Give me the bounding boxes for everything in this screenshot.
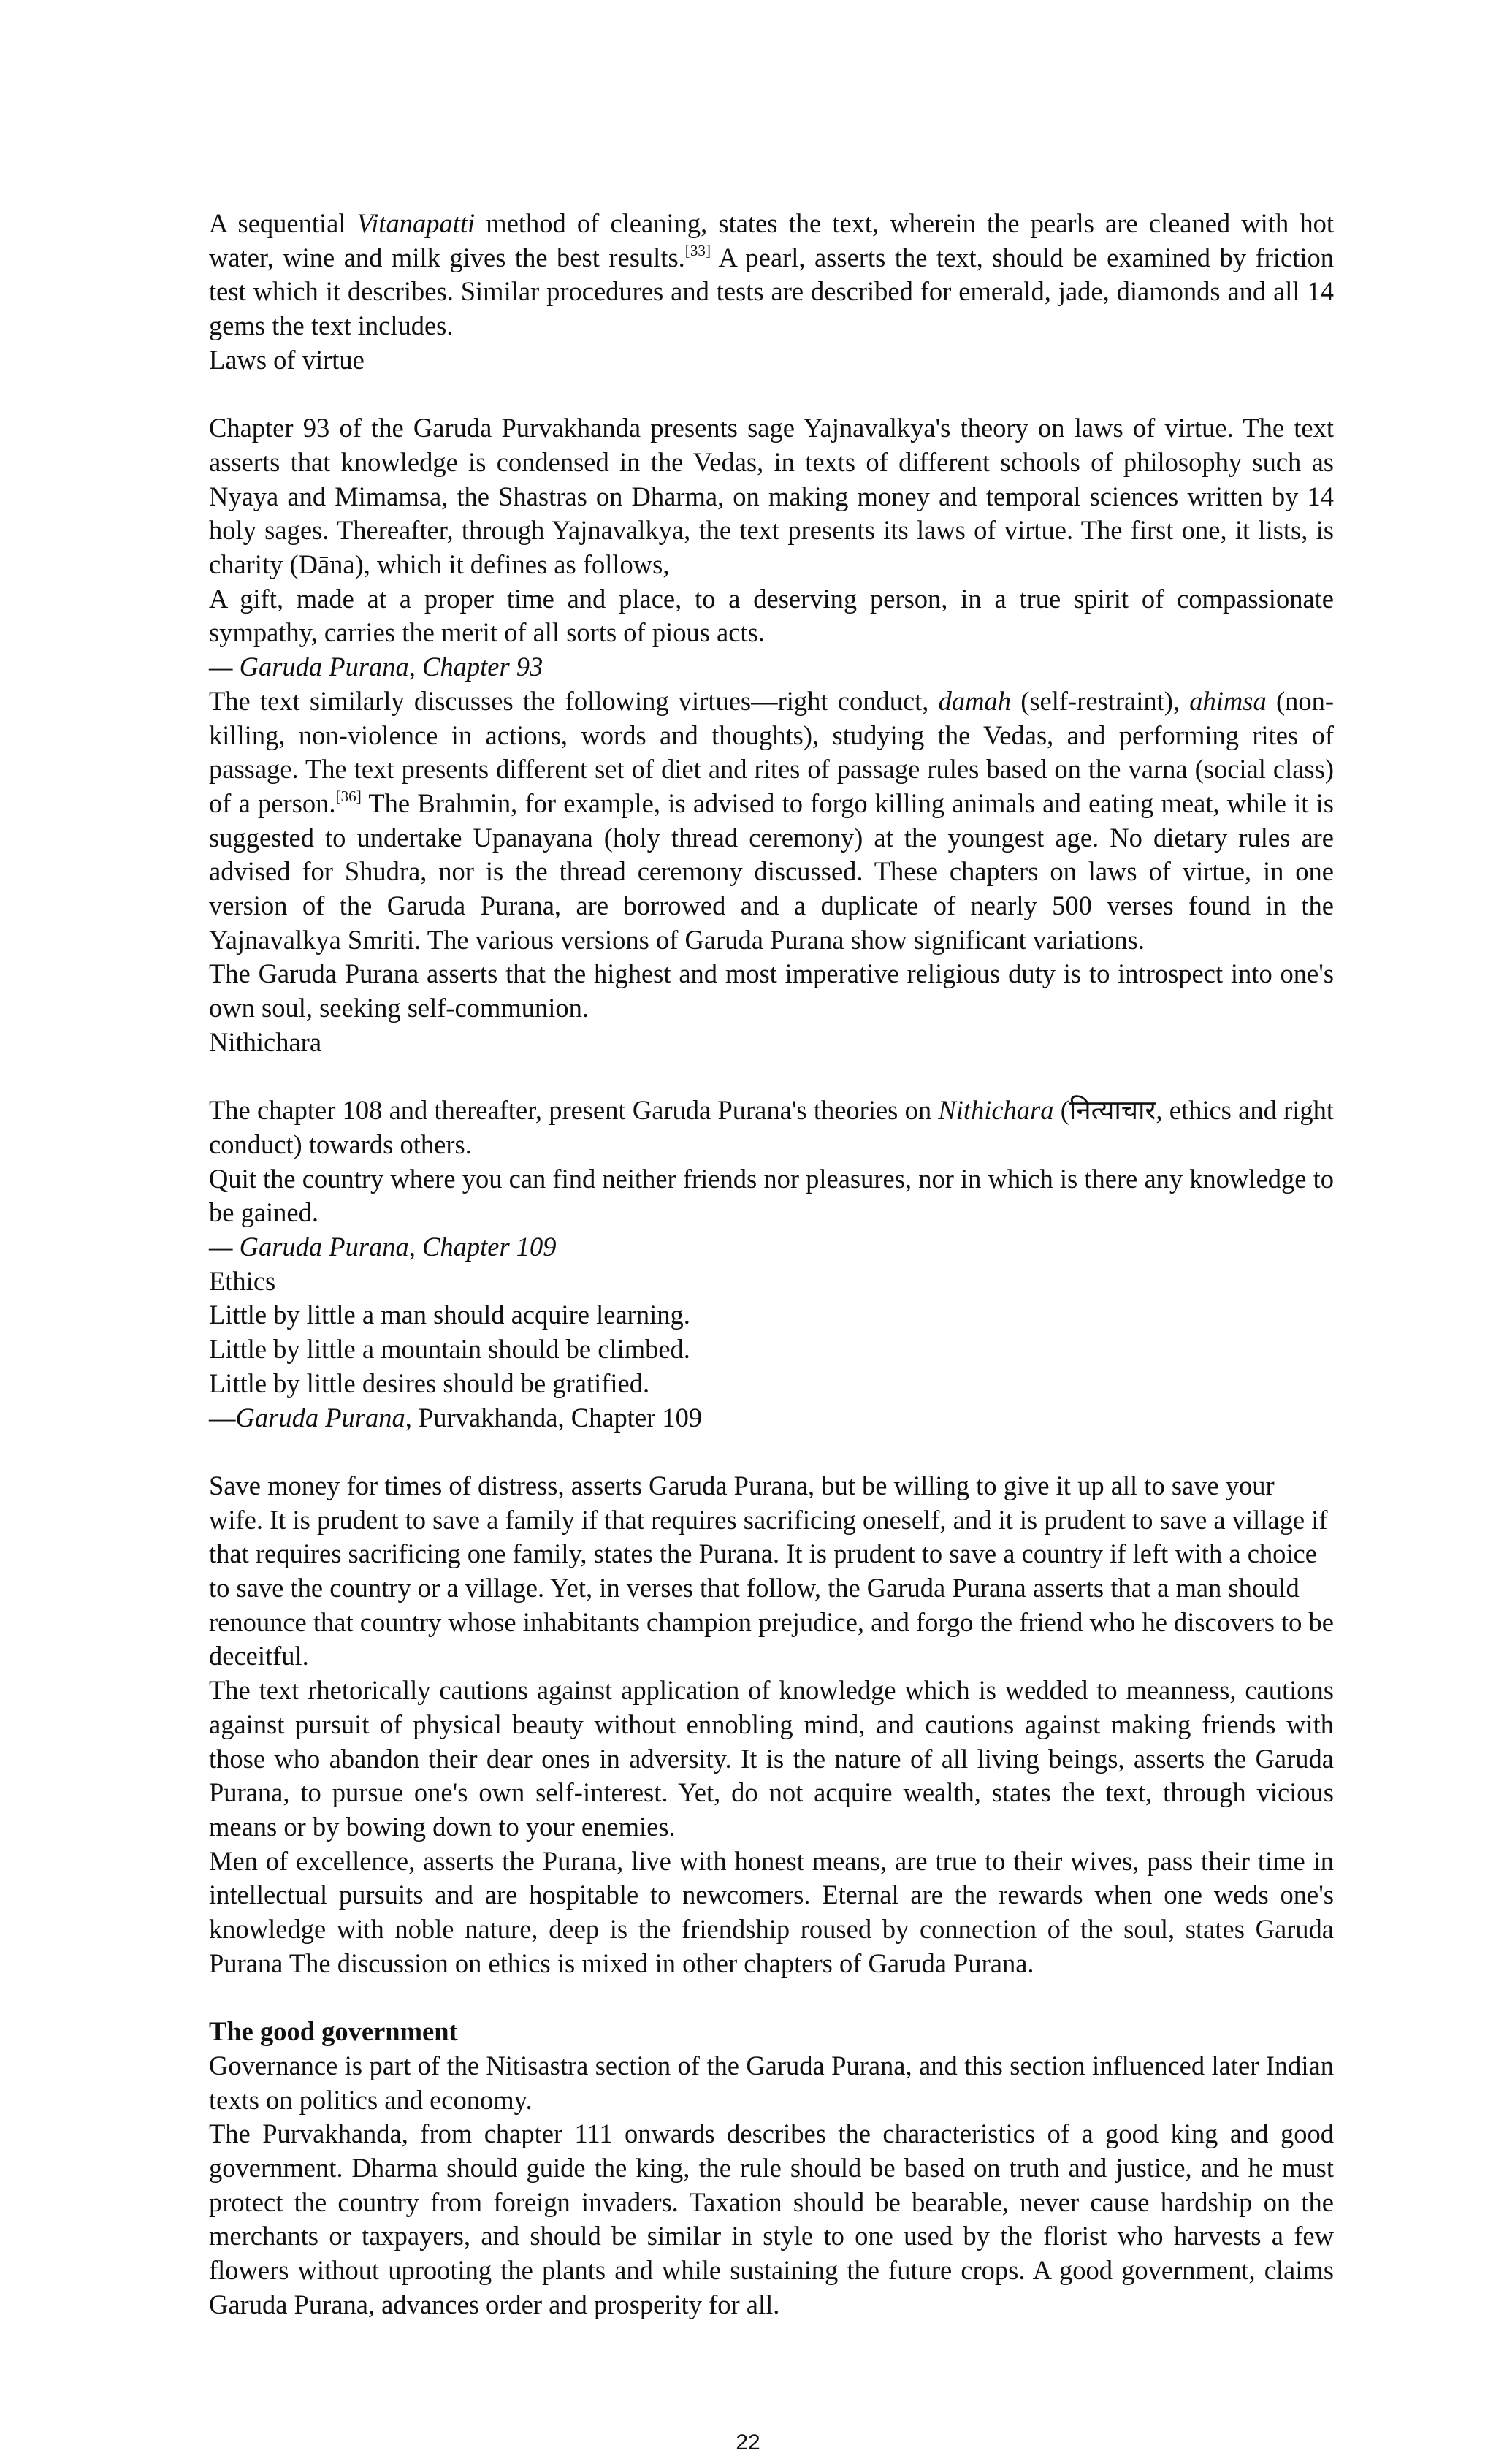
text-run: The Brahmin, for example, is advised to forgo killing animals and eating meat, while it is suggested to undertake Upanayana (holy thread ceremony) at the youngest age. No dietary rules are advised for Shudra, nor is the thread ceremony discussed. These chapters on laws of virtue, in one version of the Garuda Purana, are borrowed and a duplicate of nearly 500 verses found in the Yajnavalkya Smriti. The various versions of Garuda Purana show significant variations. — [209, 787, 1334, 955]
italic-term: damah — [938, 685, 1011, 716]
verse-line: Little by little a mountain should be climbed. — [209, 1334, 690, 1365]
paragraph-cautions: The text rhetorically cautions against application of knowledge which is wedded to meanness, cautions against pursuit of physical beauty without ennobling mind, and cautions against making friends with those who abandon their dear ones in adversity. It is the nature of all living beings, asserts the Garuda Purana, to pursue one's own self-interest. Yet, do not acquire wealth, states the text, through vicious means or by bowing down to your enemies. — [209, 1675, 1334, 1842]
blank-line — [209, 378, 1334, 412]
text-run: A pearl, asserts the text, should be examined by friction test which it describes. Similar procedures and tests are described for emerald, jade, diamonds and all 14 gems the text includes. — [209, 242, 1334, 341]
quote-attribution — [209, 650, 1334, 684]
verse-line: Little by little desires should be gratified. — [209, 1368, 650, 1398]
text-run: A sequential — [209, 208, 357, 238]
blank-line — [209, 1981, 1334, 2015]
paragraph-nithichara — [209, 1094, 1334, 1162]
text-run: — — [209, 1402, 236, 1433]
paragraph-men-of-excellence: Men of excellence, asserts the Purana, live with honest means, are true to their wives, pass their time in intellectual pursuits and are hospitable to newcomers. Eternal are the rewards when one weds one's knowledge with noble nature, deep is the friendship roused by connection of the soul, states Garuda Purana The discussion on ethics is mixed in other chapters of Garuda Purana. — [209, 1845, 1334, 1978]
text-run: The text similarly discusses the following virtues—right conduct, — [209, 685, 939, 716]
paragraph-good-king: The Purvakhanda, from chapter 111 onwards describes the characteristics of a good king and good government. Dharma should guide the king, the rule should be based on truth and justice, and he must protect the country from foreign invaders. Taxation should be bearable, never cause hardship on the merchants or taxpayers, and should be similar in style to one used by the florist who harvests a few flowers without uprooting the plants and while sustaining the future crops. A good government, claims Garuda Purana, advances order and prosperity for all. — [209, 2118, 1334, 2319]
quote-quit-country: Quit the country where you can find neither friends nor pleasures, nor in which is there any knowledge to be gained. — [209, 1163, 1334, 1228]
text-run: , Purvakhanda, Chapter 109 — [405, 1402, 703, 1433]
italic-citation: — Garuda Purana, Chapter 109 — [209, 1232, 557, 1262]
paragraph-save-money: Save money for times of distress, asserts Garuda Purana, but be willing to give it up all to save your wife. It is prudent to save a family if that requires sacrificing oneself, and it is prudent to save a village if that requires sacrificing one family, states the Purana. It is prudent to save a country if left with a choice to save the country or a village. Yet, in verses that follow, the Garuda Purana asserts that a man should renounce that country whose inhabitants champion prejudice, and forgo the friend who he discovers to be deceitful. — [209, 1470, 1334, 1671]
blank-line — [209, 1060, 1334, 1094]
text-run: (self-restraint), — [1011, 685, 1190, 716]
italic-term: Nithichara — [938, 1095, 1054, 1126]
paragraph-pearl-cleaning — [209, 207, 1334, 343]
paragraph-governance: Governance is part of the Nitisastra section of the Garuda Purana, and this section influenced later Indian texts on politics and economy. — [209, 2050, 1334, 2115]
italic-term: Vitanapatti — [356, 208, 476, 238]
blank-line — [209, 1435, 1334, 1469]
section-label-nithichara: Nithichara — [209, 1026, 322, 1057]
paragraph-virtues — [209, 684, 1334, 958]
italic-citation: — Garuda Purana, Chapter 93 — [209, 652, 543, 682]
paragraph-chapter-93: Chapter 93 of the Garuda Purvakhanda presents sage Yajnavalkya's theory on laws of virtue. The text asserts that knowledge is condensed in the Vedas, in texts of different schools of philosophy such as Nyaya and Mimamsa, the Shastras on Dharma, on making money and temporal sciences written by 14 holy sages. Thereafter, through Yajnavalkya, the text presents its laws of virtue. The first one, it lists, is charity (Dāna), which it defines as follows, — [209, 413, 1334, 580]
text-run: (नित्याचार, ethics and right conduct) towards others. — [209, 1095, 1334, 1159]
citation-ref[interactable]: [33] — [684, 241, 711, 259]
citation-ref[interactable]: [36] — [335, 787, 362, 805]
page-number: 22 — [736, 2430, 760, 2455]
section-heading-good-government: The good government — [209, 2016, 458, 2047]
quote-attribution — [209, 1230, 1334, 1265]
section-label-laws-of-virtue: Laws of virtue — [209, 344, 365, 375]
text-run: The chapter 108 and thereafter, present Garuda Purana's theories on — [209, 1095, 939, 1126]
italic-citation: Garuda Purana — [235, 1402, 405, 1433]
text-run: (non-killing, non-violence in actions, words and thoughts), studying the Vedas, and performing rites of passage. The text presents different set of diet and rites of passage rules based on the varna (social class) of a person. — [209, 685, 1335, 818]
italic-term: ahimsa — [1189, 685, 1267, 716]
paragraph-self-communion: The Garuda Purana asserts that the highest and most imperative religious duty is to introspect into one's own soul, seeking self-communion. — [209, 958, 1334, 1023]
text-run: method of cleaning, states the text, wherein the pearls are cleaned with hot water, wine and milk gives the best results. — [209, 208, 1334, 272]
section-label-ethics: Ethics — [209, 1265, 276, 1296]
verse-attribution — [209, 1401, 1334, 1435]
verse-line: Little by little a man should acquire learning. — [209, 1300, 690, 1330]
quote-gift: A gift, made at a proper time and place, to a deserving person, in a true spirit of compassionate sympathy, carries the merit of all sorts of pious acts. — [209, 583, 1334, 648]
document-body — [209, 207, 1334, 2322]
